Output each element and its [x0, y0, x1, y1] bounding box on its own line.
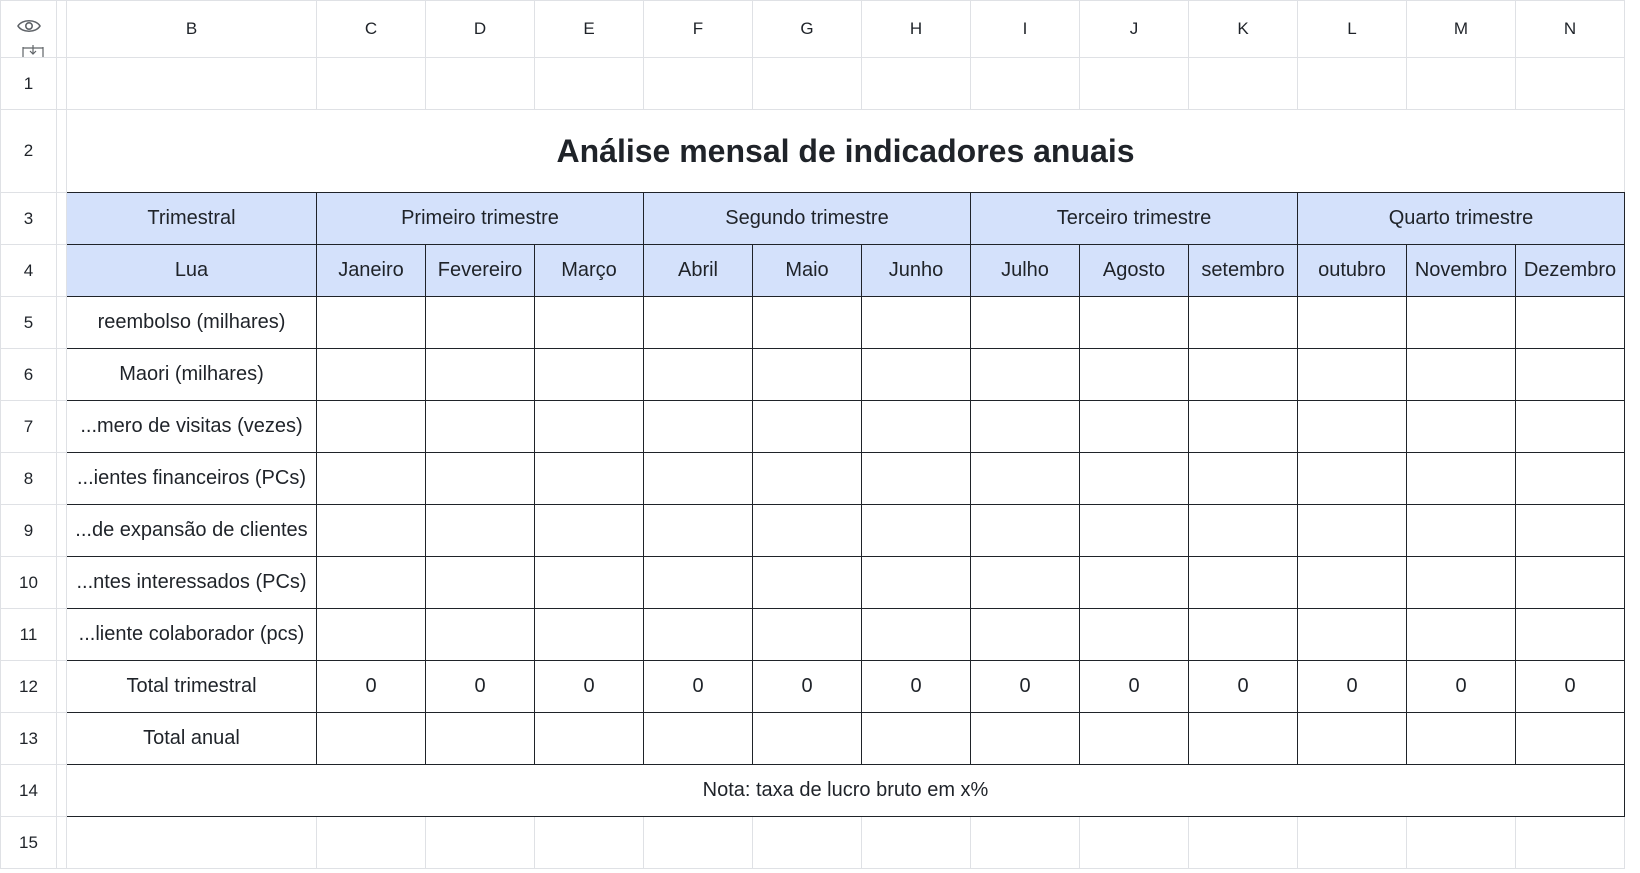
- data-cell[interactable]: [426, 297, 535, 349]
- month-header-cell[interactable]: Abril: [644, 245, 753, 297]
- empty-cell[interactable]: [1080, 58, 1189, 110]
- empty-cell[interactable]: [426, 817, 535, 869]
- row-header-14[interactable]: 14: [1, 765, 57, 817]
- data-cell[interactable]: [1516, 713, 1625, 765]
- column-header-f[interactable]: F: [644, 1, 753, 58]
- data-cell[interactable]: [426, 505, 535, 557]
- data-cell[interactable]: [426, 349, 535, 401]
- total-value-cell[interactable]: 0: [862, 661, 971, 713]
- data-cell[interactable]: [971, 401, 1080, 453]
- total-value-cell[interactable]: 0: [426, 661, 535, 713]
- row-header-5[interactable]: 5: [1, 297, 57, 349]
- data-cell[interactable]: [535, 349, 644, 401]
- data-cell[interactable]: [1189, 505, 1298, 557]
- empty-cell[interactable]: [644, 58, 753, 110]
- row-header-gap: [57, 58, 67, 110]
- row-header-gap: [57, 401, 67, 453]
- month-header-cell[interactable]: Julho: [971, 245, 1080, 297]
- total-value-cell[interactable]: 0: [1189, 661, 1298, 713]
- column-header-g[interactable]: G: [753, 1, 862, 58]
- month-header-cell[interactable]: Maio: [753, 245, 862, 297]
- sheet-row: [1, 609, 1625, 661]
- column-header-j[interactable]: J: [1080, 1, 1189, 58]
- quarter-header-cell[interactable]: Quarto trimestre: [1298, 193, 1625, 245]
- data-cell[interactable]: [644, 297, 753, 349]
- sheet-row: [1, 297, 1625, 349]
- data-cell[interactable]: [1298, 349, 1407, 401]
- data-cell[interactable]: [535, 505, 644, 557]
- row-header-7[interactable]: 7: [1, 401, 57, 453]
- data-cell[interactable]: [426, 609, 535, 661]
- data-cell[interactable]: [644, 609, 753, 661]
- data-cell[interactable]: [1298, 609, 1407, 661]
- data-cell[interactable]: [1516, 453, 1625, 505]
- empty-cell[interactable]: [1298, 817, 1407, 869]
- month-header-cell[interactable]: Junho: [862, 245, 971, 297]
- empty-cell[interactable]: [317, 817, 426, 869]
- empty-cell[interactable]: [1516, 58, 1625, 110]
- empty-cell[interactable]: [1516, 817, 1625, 869]
- column-header-n[interactable]: N: [1516, 1, 1625, 58]
- annual-label-cell[interactable]: Total anual: [67, 713, 317, 765]
- row-header-gap: [57, 609, 67, 661]
- data-cell[interactable]: [1080, 401, 1189, 453]
- row-header-gap: [57, 817, 67, 869]
- data-cell[interactable]: [1298, 557, 1407, 609]
- total-value-cell[interactable]: 0: [1516, 661, 1625, 713]
- data-cell[interactable]: [1189, 349, 1298, 401]
- corner-cell[interactable]: [1, 1, 57, 58]
- data-cell[interactable]: [971, 713, 1080, 765]
- note-cell[interactable]: Nota: taxa de lucro bruto em x%: [67, 765, 1625, 817]
- data-cell[interactable]: [317, 297, 426, 349]
- data-cell[interactable]: [644, 401, 753, 453]
- row-header-6[interactable]: 6: [1, 349, 57, 401]
- data-cell[interactable]: [644, 713, 753, 765]
- data-cell[interactable]: [1407, 713, 1516, 765]
- data-cell[interactable]: [1298, 401, 1407, 453]
- data-cell[interactable]: [1189, 453, 1298, 505]
- sheet-row: [1, 245, 1625, 297]
- data-cell[interactable]: [1407, 609, 1516, 661]
- data-cell[interactable]: [426, 453, 535, 505]
- data-cell[interactable]: [1189, 401, 1298, 453]
- quarter-label-cell[interactable]: Trimestral: [67, 193, 317, 245]
- total-label-cell[interactable]: Total trimestral: [67, 661, 317, 713]
- row-header-gap: [57, 557, 67, 609]
- empty-cell[interactable]: [317, 58, 426, 110]
- data-cell[interactable]: [1407, 401, 1516, 453]
- row-header-gap: [57, 713, 67, 765]
- row-header-gap: [57, 661, 67, 713]
- data-cell[interactable]: [1080, 297, 1189, 349]
- row-header-gap: [57, 245, 67, 297]
- data-cell[interactable]: [317, 401, 426, 453]
- empty-cell[interactable]: [971, 817, 1080, 869]
- row-header-15[interactable]: 15: [1, 817, 57, 869]
- row-header-gap: [57, 297, 67, 349]
- row-header-gap: [57, 453, 67, 505]
- sheet-row: [1, 58, 1625, 110]
- metric-label-cell[interactable]: ...liente colaborador (pcs): [67, 609, 317, 661]
- data-cell[interactable]: [971, 557, 1080, 609]
- data-cell[interactable]: [753, 505, 862, 557]
- empty-cell[interactable]: [971, 58, 1080, 110]
- data-cell[interactable]: [1407, 349, 1516, 401]
- row-header-gap: [57, 765, 67, 817]
- column-header-e[interactable]: E: [535, 1, 644, 58]
- month-header-cell[interactable]: Dezembro: [1516, 245, 1625, 297]
- data-cell[interactable]: [1189, 557, 1298, 609]
- row-header-10[interactable]: 10: [1, 557, 57, 609]
- data-cell[interactable]: [535, 557, 644, 609]
- total-value-cell[interactable]: 0: [1407, 661, 1516, 713]
- data-cell[interactable]: [1298, 453, 1407, 505]
- data-cell[interactable]: [862, 401, 971, 453]
- empty-cell[interactable]: [644, 817, 753, 869]
- data-cell[interactable]: [1080, 349, 1189, 401]
- empty-cell[interactable]: [862, 817, 971, 869]
- row-header-3[interactable]: 3: [1, 193, 57, 245]
- metric-label-cell[interactable]: reembolso (milhares): [67, 297, 317, 349]
- empty-cell[interactable]: [753, 817, 862, 869]
- month-header-cell[interactable]: Fevereiro: [426, 245, 535, 297]
- month-header-cell[interactable]: Agosto: [1080, 245, 1189, 297]
- data-cell[interactable]: [971, 349, 1080, 401]
- data-cell[interactable]: [1189, 297, 1298, 349]
- data-cell[interactable]: [1407, 557, 1516, 609]
- data-cell[interactable]: [753, 609, 862, 661]
- data-cell[interactable]: [426, 713, 535, 765]
- data-cell[interactable]: [1189, 713, 1298, 765]
- empty-cell[interactable]: [1189, 817, 1298, 869]
- data-cell[interactable]: [862, 297, 971, 349]
- data-cell[interactable]: [317, 609, 426, 661]
- data-cell[interactable]: [1298, 505, 1407, 557]
- quarter-header-cell[interactable]: Primeiro trimestre: [317, 193, 644, 245]
- row-header-gap: [57, 349, 67, 401]
- quarter-header-cell[interactable]: Segundo trimestre: [644, 193, 971, 245]
- data-cell[interactable]: [1189, 609, 1298, 661]
- row-header-11[interactable]: 11: [1, 609, 57, 661]
- empty-cell[interactable]: [862, 58, 971, 110]
- sheet-row: [1, 349, 1625, 401]
- row-header-2[interactable]: 2: [1, 110, 57, 193]
- sheet-title[interactable]: Análise mensal de indicadores anuais: [67, 110, 1625, 193]
- sheet-row: [1, 817, 1625, 869]
- data-cell[interactable]: [1080, 713, 1189, 765]
- sheet-row: [1, 110, 1625, 193]
- month-label-cell[interactable]: Lua: [67, 245, 317, 297]
- quarter-header-cell[interactable]: Terceiro trimestre: [971, 193, 1298, 245]
- data-cell[interactable]: [426, 557, 535, 609]
- data-cell[interactable]: [1080, 557, 1189, 609]
- sheet-row: [1, 401, 1625, 453]
- sheet-row: [1, 453, 1625, 505]
- empty-cell[interactable]: [67, 817, 317, 869]
- total-value-cell[interactable]: 0: [753, 661, 862, 713]
- data-cell[interactable]: [535, 297, 644, 349]
- metric-label-cell[interactable]: ...ientes financeiros (PCs): [67, 453, 317, 505]
- data-cell[interactable]: [644, 453, 753, 505]
- sheet-row: [1, 505, 1625, 557]
- sheet-row: [1, 557, 1625, 609]
- row-header-12[interactable]: 12: [1, 661, 57, 713]
- data-cell[interactable]: [971, 505, 1080, 557]
- freeze-rows-icon[interactable]: [21, 45, 45, 58]
- metric-label-cell[interactable]: ...ntes interessados (PCs): [67, 557, 317, 609]
- data-cell[interactable]: [317, 505, 426, 557]
- empty-cell[interactable]: [753, 58, 862, 110]
- month-header-cell[interactable]: Novembro: [1407, 245, 1516, 297]
- data-cell[interactable]: [971, 297, 1080, 349]
- column-header-row: [1, 1, 1625, 58]
- data-cell[interactable]: [1080, 505, 1189, 557]
- month-header-cell[interactable]: Março: [535, 245, 644, 297]
- data-cell[interactable]: [1516, 505, 1625, 557]
- data-cell[interactable]: [1080, 609, 1189, 661]
- column-header-m[interactable]: M: [1407, 1, 1516, 58]
- row-header-gap: [57, 193, 67, 245]
- data-cell[interactable]: [1516, 557, 1625, 609]
- data-cell[interactable]: [753, 557, 862, 609]
- data-cell[interactable]: [862, 505, 971, 557]
- data-cell[interactable]: [1407, 505, 1516, 557]
- data-cell[interactable]: [535, 453, 644, 505]
- data-cell[interactable]: [1298, 297, 1407, 349]
- empty-cell[interactable]: [1298, 58, 1407, 110]
- data-cell[interactable]: [753, 297, 862, 349]
- metric-label-cell[interactable]: ...mero de visitas (vezes): [67, 401, 317, 453]
- column-header-i[interactable]: I: [971, 1, 1080, 58]
- month-header-cell[interactable]: outubro: [1298, 245, 1407, 297]
- data-cell[interactable]: [426, 401, 535, 453]
- data-cell[interactable]: [1516, 609, 1625, 661]
- empty-cell[interactable]: [426, 58, 535, 110]
- total-value-cell[interactable]: 0: [644, 661, 753, 713]
- data-cell[interactable]: [862, 557, 971, 609]
- row-header-gap: [57, 110, 67, 193]
- data-cell[interactable]: [644, 349, 753, 401]
- sheet-row: [1, 193, 1625, 245]
- month-header-cell[interactable]: Janeiro: [317, 245, 426, 297]
- row-header-9[interactable]: 9: [1, 505, 57, 557]
- data-cell[interactable]: [971, 453, 1080, 505]
- row-header-13[interactable]: 13: [1, 713, 57, 765]
- month-header-cell[interactable]: setembro: [1189, 245, 1298, 297]
- data-cell[interactable]: [535, 609, 644, 661]
- column-header-l[interactable]: L: [1298, 1, 1407, 58]
- empty-cell[interactable]: [535, 58, 644, 110]
- metric-label-cell[interactable]: Maori (milhares): [67, 349, 317, 401]
- data-cell[interactable]: [971, 609, 1080, 661]
- data-cell[interactable]: [317, 557, 426, 609]
- data-cell[interactable]: [1516, 297, 1625, 349]
- total-value-cell[interactable]: 0: [535, 661, 644, 713]
- data-cell[interactable]: [535, 401, 644, 453]
- column-header-gap: [57, 1, 67, 58]
- metric-label-cell[interactable]: ...de expansão de clientes: [67, 505, 317, 557]
- sheet-row: [1, 713, 1625, 765]
- data-cell[interactable]: [317, 453, 426, 505]
- row-header-8[interactable]: 8: [1, 453, 57, 505]
- data-cell[interactable]: [862, 453, 971, 505]
- column-header-d[interactable]: D: [426, 1, 535, 58]
- data-cell[interactable]: [753, 401, 862, 453]
- data-cell[interactable]: [644, 505, 753, 557]
- data-cell[interactable]: [1407, 453, 1516, 505]
- empty-cell[interactable]: [1080, 817, 1189, 869]
- data-cell[interactable]: [1516, 349, 1625, 401]
- data-cell[interactable]: [535, 713, 644, 765]
- total-value-cell[interactable]: 0: [971, 661, 1080, 713]
- data-cell[interactable]: [862, 713, 971, 765]
- empty-cell[interactable]: [535, 817, 644, 869]
- row-header-1[interactable]: 1: [1, 58, 57, 110]
- eye-icon[interactable]: [17, 17, 41, 40]
- data-cell[interactable]: [1080, 453, 1189, 505]
- data-cell[interactable]: [317, 349, 426, 401]
- empty-cell[interactable]: [67, 58, 317, 110]
- sheet-row: [1, 765, 1625, 817]
- sheet-row: [1, 661, 1625, 713]
- column-header-c[interactable]: C: [317, 1, 426, 58]
- column-header-b[interactable]: B: [67, 1, 317, 58]
- total-value-cell[interactable]: 0: [317, 661, 426, 713]
- data-cell[interactable]: [753, 713, 862, 765]
- total-value-cell[interactable]: 0: [1298, 661, 1407, 713]
- data-cell[interactable]: [317, 713, 426, 765]
- data-cell[interactable]: [753, 453, 862, 505]
- empty-cell[interactable]: [1407, 58, 1516, 110]
- data-cell[interactable]: [1298, 713, 1407, 765]
- data-cell[interactable]: [862, 349, 971, 401]
- data-cell[interactable]: [753, 349, 862, 401]
- data-cell[interactable]: [1516, 401, 1625, 453]
- row-header-gap: [57, 505, 67, 557]
- data-cell[interactable]: [1407, 297, 1516, 349]
- data-cell[interactable]: [644, 557, 753, 609]
- column-header-k[interactable]: K: [1189, 1, 1298, 58]
- data-cell[interactable]: [862, 609, 971, 661]
- row-header-4[interactable]: 4: [1, 245, 57, 297]
- total-value-cell[interactable]: 0: [1080, 661, 1189, 713]
- empty-cell[interactable]: [1407, 817, 1516, 869]
- column-header-h[interactable]: H: [862, 1, 971, 58]
- empty-cell[interactable]: [1189, 58, 1298, 110]
